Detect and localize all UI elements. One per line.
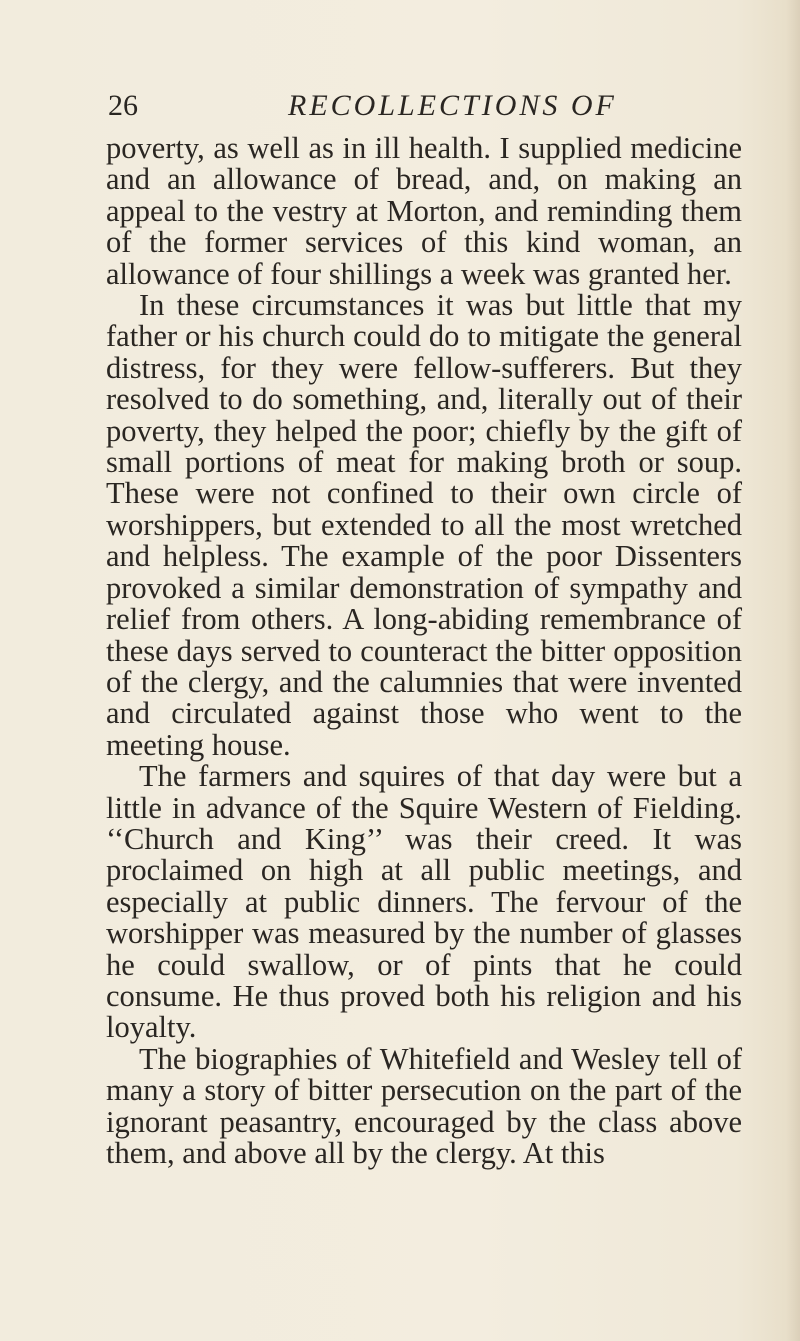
- paragraph-2: In these circumstances it was but little that my father or his church could do to mitigate the general distress, for they were fellow-sufferers. But they resolved to do something, and, literally out of their poverty, they helped the poor; chiefly by the gift of small portions of meat for making broth or soup. These were not confined to their own circle of worshippers, but extended to all the most wretched and helpless. The example of the poor Dissenters provoked a similar demonstration of sympathy and relief from others. A long-abiding remembrance of these days served to counteract the bitter opposition of the clergy, and the calumnies that were invented and circulated against those who went to the meeting house.: [106, 288, 742, 762]
- page-edge-shadow: [786, 0, 800, 1341]
- paragraph-3: The farmers and squires of that day were but a little in advance of the Squire Western of Fielding. ‘‘Church and King’’ was their creed. It was proclaimed on high at all public meetings, and especially at public dinners. The fervour of the worshipper was measured by the number of glasses he could swallow, or of pints that he could consume. He thus proved both his religion and his loyalty.: [106, 759, 742, 1045]
- page-number: 26: [108, 89, 138, 122]
- page-header: [108, 82, 744, 130]
- paragraph-1: poverty, as well as in ill health. I supplied medicine and an allowance of bread, and, on making an appeal to the vestry at Morton, and reminding them of the former services of this kind woman, an allowance of four shillings a week was granted her.: [106, 131, 742, 291]
- running-head: RECOLLECTIONS OF: [288, 89, 617, 122]
- body-text: [106, 133, 742, 1169]
- paragraph-4: The biographies of Whitefield and Wesley tell of many a story of bitter persecution on the part of the ignorant peasantry, encouraged by the class above them, and above all by the clergy. At this: [106, 1041, 742, 1170]
